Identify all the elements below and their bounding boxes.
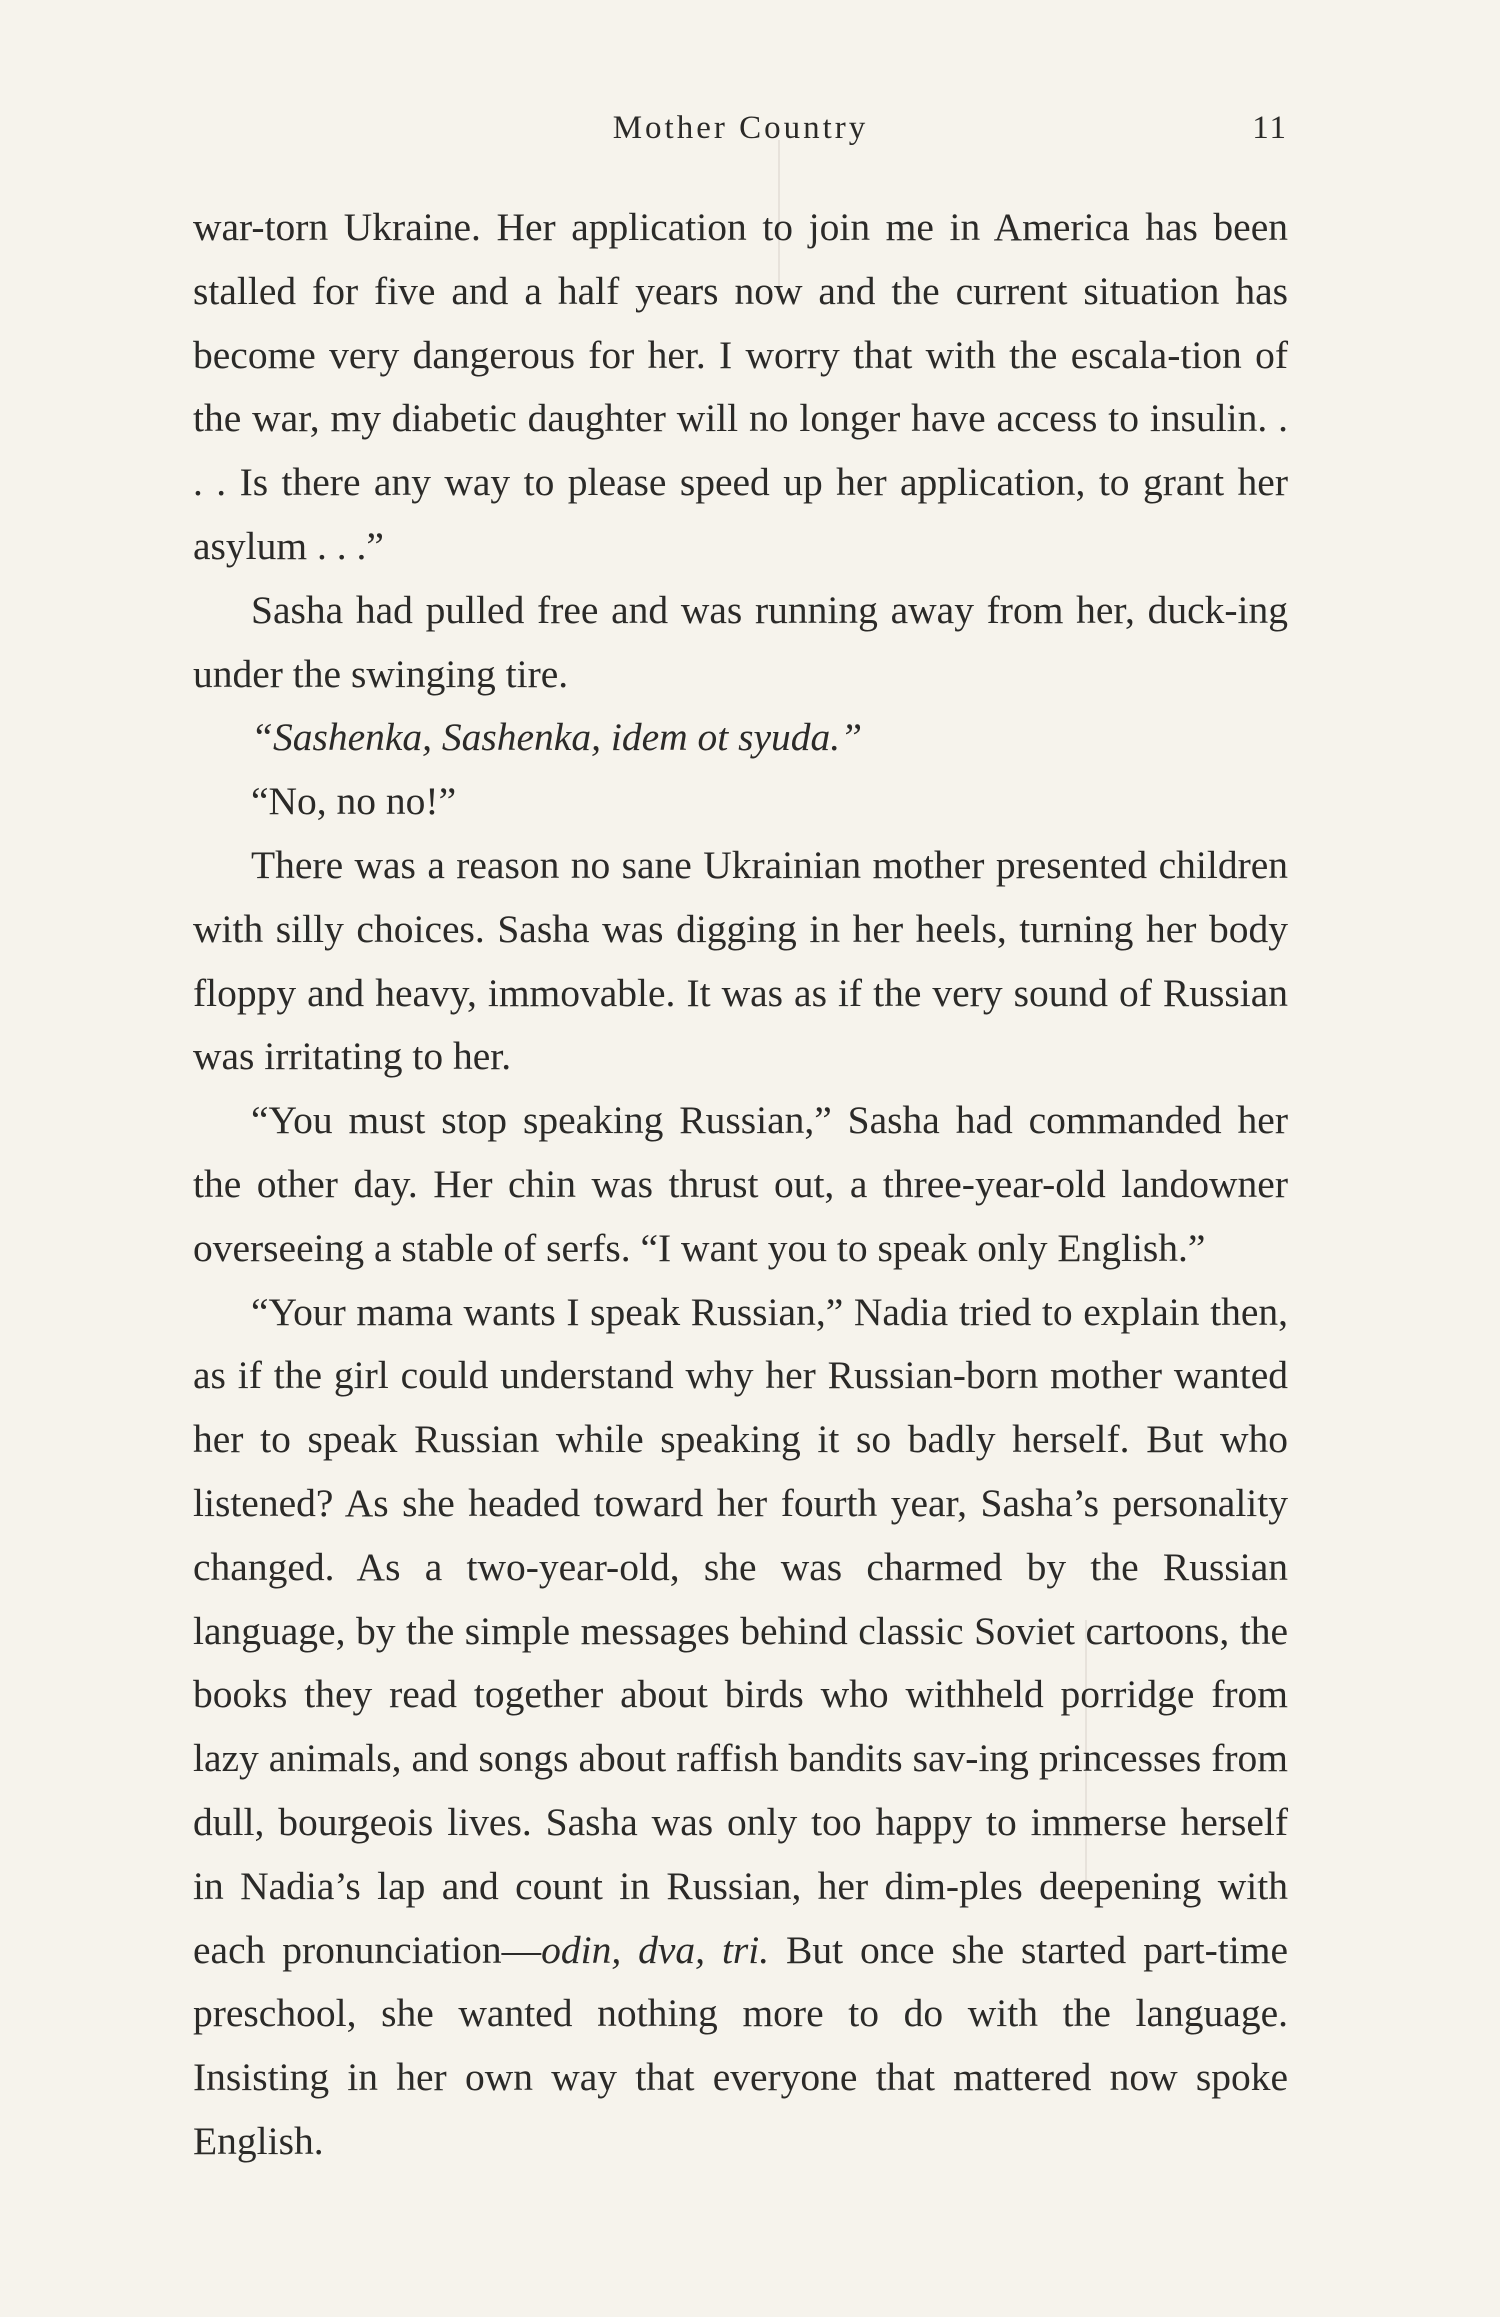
paragraph-text: But once she started part-time preschool, she wanted nothing more to do with the language. Insisting in her own way that everyone that mattered now spoke English. [193,1927,1288,2163]
page-header [193,110,1288,154]
paragraph [193,1281,1288,2174]
page-number: 11 [1252,110,1288,146]
paragraph: “No, no no!” [251,779,457,824]
paragraph-text: “Your mama wants I speak Russian,” Nadia tried to explain then, as if the girl could understand why her Russian-born mother wanted her to speak Russian while speaking it so badly herself. But who listened? As she headed toward her fourth year, Sasha’s personality changed. As a two-year-old, she was charmed by the Russian language, by the simple messages behind classic Soviet cartoons, the books they read together about birds who withheld porridge from lazy animals, and songs about raffish bandits sav-ing princesses from dull, bourgeois lives. Sasha was only too happy to immerse herself in Nadia’s lap and count in Russian, her dim-ples deepening with each pronunciation— [193,1289,1288,1972]
russian-counting: odin, dva, tri. [541,1927,770,1972]
paragraph: war-torn Ukraine. Her application to join me in America has been stalled for five and a half years now and the current situation has become very dangerous for her. I worry that with the escala-tion of the war, my diabetic daughter will no longer have access to insulin. . . . Is there any way to please speed up her application, to grant her asylum . . .” [193,205,1288,568]
paragraph: There was a reason no sane Ukrainian mother presented children with silly choices. Sasha was digging in her heels, turning her body floppy and heavy, immovable. It was as if the very sound of Russian was irritating to her. [193,842,1288,1079]
paragraph: Sasha had pulled free and was running away from her, duck-ing under the swinging tire. [193,587,1288,696]
paragraph: “You must stop speaking Russian,” Sasha had commanded her the other day. Her chin was thrust out, a three-year-old landowner overseeing a stable of serfs. “I want you to speak only English.” [193,1098,1288,1270]
body-text [193,196,1288,2174]
running-head: Mother Country [612,110,869,146]
paragraph-russian-quote: “Sashenka, Sashenka, idem ot syuda.” [251,715,863,760]
